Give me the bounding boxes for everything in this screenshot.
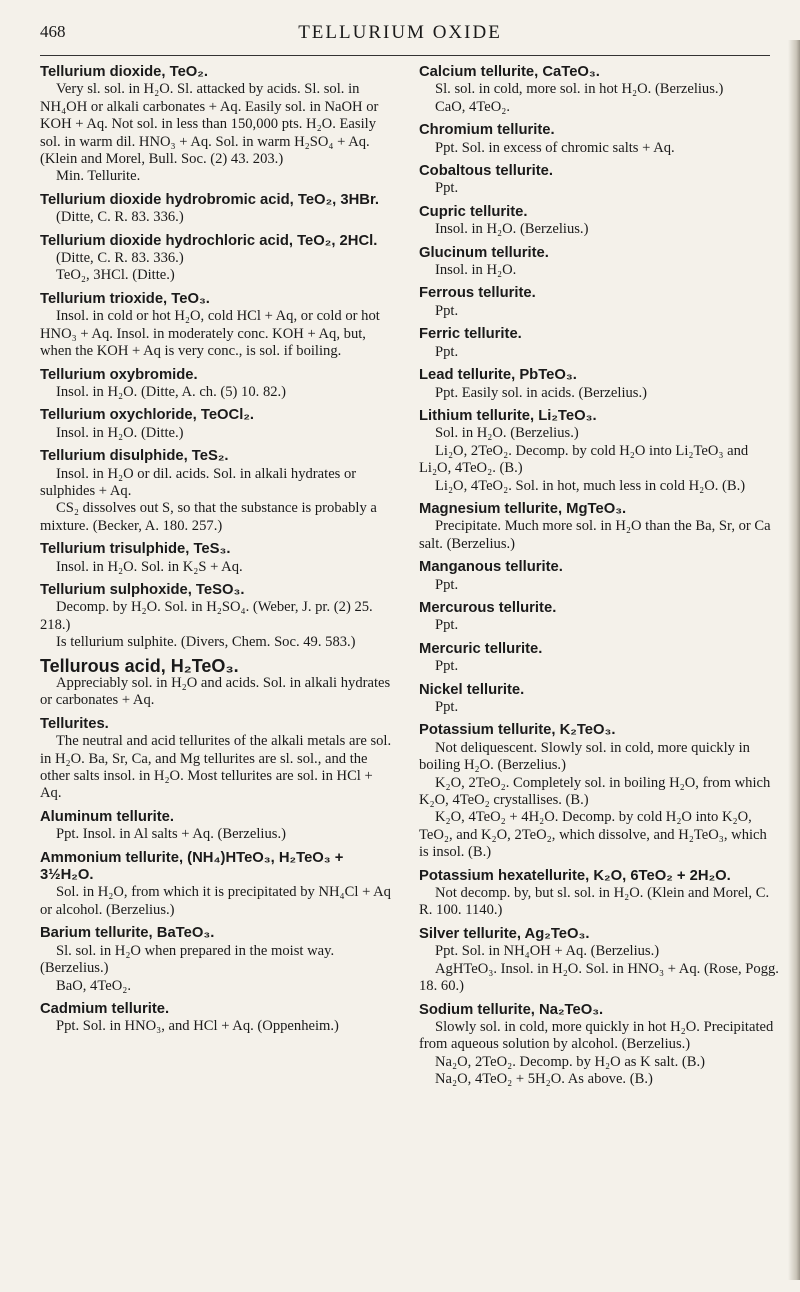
entry <box>419 408 780 495</box>
entry-text: Insol. in H₂O. Sol. in K₂S + Aq. <box>56 558 243 575</box>
entry-text: Insol. in H₂O or dil. acids. Sol. in alkali hydrates or sulphides + Aq. <box>40 465 357 499</box>
entry-text: K₂O, 4TeO₂ + 4H₂O. Decomp. by cold H₂O into K₂O, TeO₂, and K₂O, 2TeO₂, which dissolve, and H₂TeO₃, which is insol. (B.) <box>419 809 767 861</box>
entry <box>419 868 780 920</box>
entry <box>419 163 780 198</box>
entry-text: Slowly sol. in cold, more quickly in hot H₂O. Precipitated from aqueous solution by alcohol. (Berzelius.) <box>419 1018 774 1053</box>
entry <box>40 655 394 710</box>
entry-heading: Manganous tellurite. <box>419 559 563 576</box>
entry-text: Ppt. Sol. in excess of chromic salts + Aq. <box>435 139 675 156</box>
entry <box>40 367 394 402</box>
entry-text: CaO, 4TeO₂. <box>435 98 510 115</box>
entry <box>419 501 780 553</box>
entry-heading: Potassium hexatellurite, K₂O, 6TeO₂ + 2H₂O. <box>419 867 731 884</box>
entry-text: Appreciably sol. in H₂O and acids. Sol. in alkali hydrates or carbonates + Aq. <box>40 675 391 709</box>
entry-text: Insol. in cold or hot H₂O, cold HCl + Aq, or cold or hot HNO₃ + Aq. Insol. in moderately conc. KOH + Aq, but, when the KOH + Aq is very conc., is sol. if boiling. <box>40 308 380 360</box>
entry-heading: Barium tellurite, BaTeO₃. <box>40 925 215 942</box>
entry <box>40 716 394 803</box>
entry-heading: Aluminum tellurite. <box>40 808 175 825</box>
entry <box>419 559 780 594</box>
entry-heading: Tellurium dioxide hydrobromic acid, TeO₂, 3HBr. <box>40 191 380 208</box>
entry-heading: Glucinum tellurite. <box>419 244 549 261</box>
entry-heading: Tellurium trisulphide, TeS₃. <box>40 541 231 558</box>
entry-text: Ppt. <box>435 699 459 715</box>
entry-heading: Chromium tellurite. <box>419 122 555 139</box>
entry-text: Li₂O, 2TeO₂. Decomp. by cold H₂O into Li₂TeO₃ and Li₂O, 4TeO₂. (B.) <box>419 442 749 477</box>
entry-text: Ppt. <box>435 617 459 634</box>
entry-heading: Cadmium tellurite. <box>40 1000 170 1017</box>
entry-text: Very sl. sol. in H₂O. Sl. attacked by acids. Sl. sol. in NH₄OH or alkali carbonates + Aq. Easily sol. in NaOH or KOH + Aq. Not sol. in less than 150,000 pts. H₂O. Easily sol. in warm dil. HNO₃ + Aq. Sol. in warm H₂SO₄ + Aq. (Klein and Morel, Bull. Soc. (2) 43. 203.) <box>40 81 379 168</box>
entry-text: Ppt. Insol. in Al salts + Aq. (Berzelius.) <box>56 826 286 843</box>
entry-text: Ppt. <box>435 302 459 319</box>
entry-heading: Tellurium sulphoxide, TeSO₃. <box>40 581 245 598</box>
entry <box>40 809 394 844</box>
entry-heading: Sodium tellurite, Na₂TeO₃. <box>419 1001 604 1018</box>
entry-heading: Magnesium tellurite, MgTeO₃. <box>419 500 627 517</box>
entry-heading: Tellurium dioxide hydrochloric acid, TeO₂, 2HCl. <box>40 232 378 249</box>
entry-heading: Ferrous tellurite. <box>419 285 536 302</box>
entry-text: Is tellurium sulphite. (Divers, Chem. Soc. 49. 583.) <box>56 634 356 651</box>
entry-text: Sl. sol. in H₂O when prepared in the moist way. (Berzelius.) <box>40 942 335 977</box>
entry-heading: Tellurites. <box>40 715 109 732</box>
page-number: 468 <box>40 22 66 41</box>
left-column <box>40 64 394 1042</box>
entry-text: Insol. in H₂O. (Ditte.) <box>56 424 184 441</box>
entry <box>40 233 394 285</box>
entry <box>40 850 394 920</box>
entry-heading: Tellurium trioxide, TeO₃. <box>40 290 210 307</box>
entry-heading: Ammonium tellurite, (NH₄)HTeO₃, H₂TeO₃ + 3½H₂O. <box>40 849 344 884</box>
entry-heading: Ferric tellurite. <box>419 326 522 343</box>
entry-text: Ppt. <box>435 180 459 197</box>
entry-text: Not deliquescent. Slowly sol. in cold, more quickly in boiling H₂O. (Berzelius.) <box>419 739 750 774</box>
entry <box>419 285 780 320</box>
entry <box>40 582 394 652</box>
entry <box>40 64 394 186</box>
entry-text: Min. Tellurite. <box>56 168 141 185</box>
entry-heading: Calcium tellurite, CaTeO₃. <box>419 64 600 80</box>
entry <box>40 541 394 576</box>
entry <box>419 64 780 116</box>
entry-heading: Lithium tellurite, Li₂TeO₃. <box>419 407 597 424</box>
entry-heading: Mercurous tellurite. <box>419 599 557 616</box>
entry <box>419 600 780 635</box>
entry-heading: Nickel tellurite. <box>419 681 525 698</box>
entry-text: Insol. in H₂O. <box>435 262 517 279</box>
entry <box>40 192 394 227</box>
entry-text: Decomp. by H₂O. Sol. in H₂SO₄. (Weber, J. pr. (2) 25. 218.) <box>40 599 373 633</box>
entry-heading: Tellurous acid, H₂TeO₃. <box>40 655 239 676</box>
entry <box>419 245 780 280</box>
entry-heading: Silver tellurite, Ag₂TeO₃. <box>419 925 590 942</box>
entry-text: The neutral and acid tellurites of the alkali metals are sol. in H₂O. Ba, Sr, Ca, and Mg tellurites are sl. sol., and the other salts insol. in H₂O. Most tellurites are sol. in HCl + Aq. <box>40 733 392 802</box>
entry-heading: Tellurium dioxide, TeO₂. <box>40 64 208 80</box>
entry <box>40 291 394 361</box>
entry-text: Ppt. <box>435 658 459 675</box>
entry-text: CS₂ dissolves out S, so that the substance is probably a mixture. (Becker, A. 180. 257.) <box>40 500 377 534</box>
entry-text: Ppt. Easily sol. in acids. (Berzelius.) <box>435 384 647 401</box>
entry-text: Not decomp. by, but sl. sol. in H₂O. (Klein and Morel, C. R. 100. 1140.) <box>419 885 770 919</box>
entry <box>40 1001 394 1036</box>
entry-heading: Tellurium oxychloride, TeOCl₂. <box>40 407 255 424</box>
entry-text: Ppt. Sol. in HNO₃, and HCl + Aq. (Oppenheim.) <box>56 1018 339 1035</box>
entry-text: Insol. in H₂O. (Berzelius.) <box>435 221 589 238</box>
entry <box>419 204 780 239</box>
entry-text: AgHTeO₃. Insol. in H₂O. Sol. in HNO₃ + Aq. (Rose, Pogg. 18. 60.) <box>419 960 779 995</box>
entry-text: Na₂O, 2TeO₂. Decomp. by H₂O as K salt. (B.) <box>435 1053 705 1070</box>
entry-text: Sl. sol. in cold, more sol. in hot H₂O. (Berzelius.) <box>435 81 724 98</box>
entry <box>419 722 780 861</box>
entry <box>40 448 394 535</box>
entry <box>419 367 780 402</box>
entry <box>419 682 780 717</box>
entry-heading: Tellurium disulphide, TeS₂. <box>40 448 229 465</box>
entry-text: TeO₂, 3HCl. (Ditte.) <box>56 267 175 284</box>
entry <box>419 122 780 157</box>
running-head: TELLURIUM OXIDE <box>298 22 502 43</box>
right-column <box>419 64 780 1095</box>
page-edge <box>788 40 800 1280</box>
entry <box>40 925 394 995</box>
entry-text: Ppt. Sol. in NH₄OH + Aq. (Berzelius.) <box>435 943 660 960</box>
entry-heading: Potassium tellurite, K₂TeO₃. <box>419 722 616 739</box>
entry-text: Sol. in H₂O. (Berzelius.) <box>435 425 579 442</box>
entry-text: Insol. in H₂O. (Ditte, A. ch. (5) 10. 82.) <box>56 383 287 400</box>
entry <box>419 641 780 676</box>
entry-heading: Cobaltous tellurite. <box>419 163 554 180</box>
entry-heading: Cupric tellurite. <box>419 203 528 220</box>
entry <box>419 926 780 996</box>
entry-heading: Mercuric tellurite. <box>419 640 543 657</box>
entry <box>40 407 394 442</box>
entry-text: (Ditte, C. R. 83. 336.) <box>56 209 184 226</box>
entry-heading: Tellurium oxybromide. <box>40 366 198 383</box>
entry-text: Na₂O, 4TeO₂ + 5H₂O. As above. (B.) <box>435 1071 653 1088</box>
entry <box>419 1002 780 1089</box>
entry-text: Sol. in H₂O, from which it is precipitated by NH₄Cl + Aq or alcohol. (Berzelius.) <box>40 884 391 918</box>
entry-text: Li₂O, 4TeO₂. Sol. in hot, much less in cold H₂O. (B.) <box>435 477 746 494</box>
entry-text: BaO, 4TeO₂. <box>56 977 131 994</box>
entry-text: Ppt. <box>435 576 459 593</box>
entry-heading: Lead tellurite, PbTeO₃. <box>419 367 577 384</box>
entry-text: (Ditte, C. R. 83. 336.) <box>56 250 184 267</box>
entry-text: Ppt. <box>435 343 459 360</box>
header-rule <box>40 55 770 56</box>
entry <box>419 326 780 361</box>
entry-text: K₂O, 2TeO₂. Completely sol. in boiling H₂O, from which K₂O, 4TeO₂ crystallises. (B.) <box>419 774 771 809</box>
entry-text: Precipitate. Much more sol. in H₂O than the Ba, Sr, or Ca salt. (Berzelius.) <box>419 518 771 552</box>
